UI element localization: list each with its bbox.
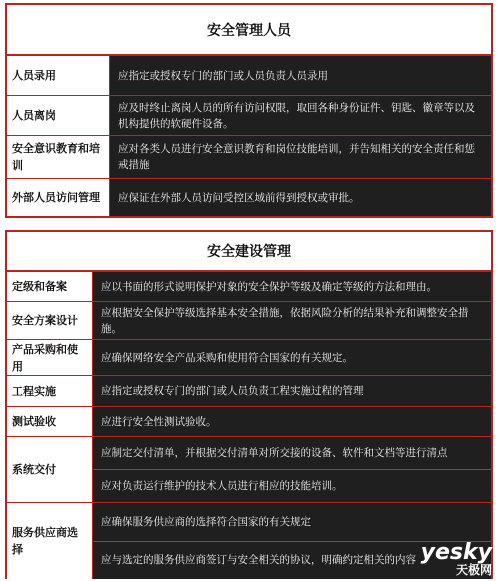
row-description: 应指定或授权专门的部门或人员负责人员录用 xyxy=(110,56,491,95)
row-description: 应制定交付清单，并根据交付清单对所交接的设备、软件和文档等进行清点 xyxy=(93,437,491,469)
row-category: 安全意识教育和培训 xyxy=(7,136,110,178)
table-row xyxy=(7,503,491,579)
row-category: 测试验收 xyxy=(7,407,93,436)
table-row xyxy=(7,437,491,503)
row-description: 应保证在外部人员访问受控区域前得到授权或审批。 xyxy=(110,179,491,216)
table-row xyxy=(7,136,491,179)
row-description: 应对各类人员进行安全意识教育和岗位技能培训，并告知相关的安全责任和惩戒措施 xyxy=(110,136,491,178)
row-description: 应确保服务供应商的选择符合国家的有关规定 xyxy=(93,503,491,541)
row-category: 外部人员访问管理 xyxy=(7,179,110,216)
row-description: 应确保网络安全产品采购和使用符合国家的有关规定。 xyxy=(93,340,491,375)
row-category: 人员录用 xyxy=(7,56,110,95)
table-row xyxy=(7,179,491,216)
row-description: 应指定或授权专门的部门或人员负责工程实施过程的管理 xyxy=(93,376,491,406)
table-row xyxy=(7,376,491,407)
row-description: 应及时终止离岗人员的所有访问权限，取回各种身份证件、钥匙、徽章等以及机构提供的软硬件设备。 xyxy=(110,96,491,135)
table-row xyxy=(7,407,491,437)
row-category: 产品采购和使用 xyxy=(7,340,93,375)
row-description: 应与选定的服务供应商签订与安全相关的协议，明确约定相关的内容 xyxy=(93,541,491,580)
security-construction-table xyxy=(5,230,493,579)
table-row xyxy=(7,96,491,136)
table-title: 安全管理人员 xyxy=(7,5,491,56)
row-category: 安全方案设计 xyxy=(7,302,93,339)
table-row xyxy=(7,272,491,302)
table-row xyxy=(7,302,491,340)
watermark-cn: 天极网 xyxy=(455,563,492,577)
watermark-brand: yesky xyxy=(420,540,492,565)
security-personnel-table xyxy=(5,3,493,218)
table-row xyxy=(7,340,491,376)
row-description: 应进行安全性测试验收。 xyxy=(93,407,491,436)
row-category: 定级和备案 xyxy=(7,272,93,301)
yesky-watermark xyxy=(421,542,492,577)
row-category: 服务供应商选择 xyxy=(7,503,93,579)
row-category: 人员离岗 xyxy=(7,96,110,135)
row-category: 工程实施 xyxy=(7,376,93,406)
row-category: 系统交付 xyxy=(7,437,93,502)
table-title: 安全建设管理 xyxy=(7,232,491,272)
row-description: 应对负责运行维护的技术人员进行相应的技能培训。 xyxy=(93,469,491,502)
row-description: 应根据安全保护等级选择基本安全措施，依据风险分析的结果补充和调整安全措施。 xyxy=(93,302,491,339)
row-description: 应以书面的形式说明保护对象的安全保护等级及确定等级的方法和理由。 xyxy=(93,272,491,301)
table-row xyxy=(7,56,491,96)
